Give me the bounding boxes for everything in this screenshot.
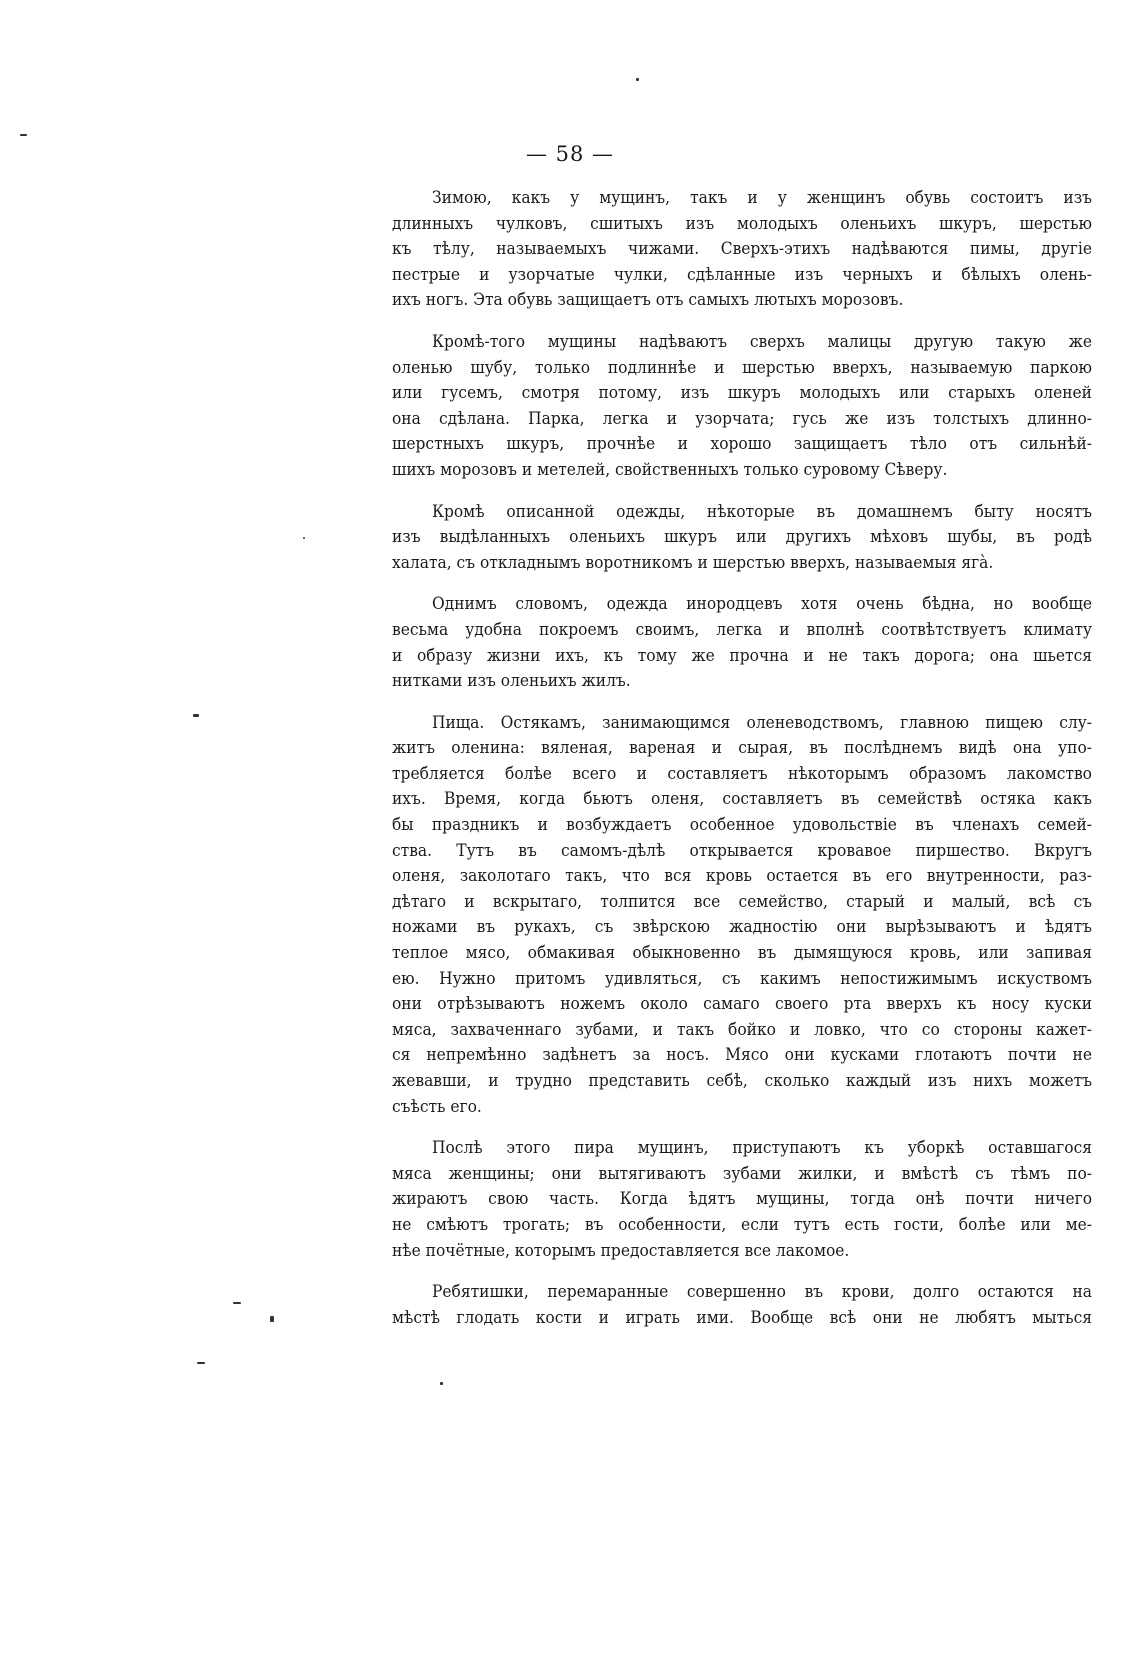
scan-speck	[270, 1316, 274, 1322]
text-line: ихъ. Время, когда бьютъ оленя, составляетъ въ семействѣ остяка какъ	[392, 789, 1092, 810]
paragraph-1	[392, 186, 1092, 314]
scan-speck	[197, 1362, 205, 1364]
text-line: жевавши, и трудно представить себѣ, сколько каждый изъ нихъ можетъ	[392, 1071, 1092, 1091]
paragraph-3	[392, 500, 1092, 577]
paragraph-7	[392, 1280, 1092, 1331]
text-line: Зимою, какъ у мущинъ, такъ и у женщинъ обувь состоитъ изъ	[432, 188, 1092, 208]
paragraph-4	[392, 592, 1092, 694]
text-line: мѣстѣ глодать кости и играть ими. Вообще всѣ они не любятъ мыться	[392, 1307, 1092, 1328]
text-line: ею. Нужно притомъ удивляться, съ какимъ непостижимымъ искуствомъ	[392, 968, 1092, 989]
text-line: Однимъ словомъ, одежда инородцевъ хотя очень бѣдна, но вообще	[432, 594, 1092, 615]
text-line: Пища. Остякамъ, занимающимся оленеводствомъ, главною пищею слу-	[432, 712, 1092, 733]
text-line: нѣе почётные, которымъ предоставляется все лакомое.	[392, 1240, 850, 1261]
text-line: шерстныхъ шкуръ, прочнѣе и хорошо защищаетъ тѣло отъ сильнѣй-	[392, 434, 1092, 455]
text-line: нитками изъ оленьихъ жилъ.	[392, 671, 631, 692]
text-line: требляется болѣе всего и составляетъ нѣкоторымъ образомъ лакомство	[392, 763, 1092, 784]
text-line: или гусемъ, смотря потому, изъ шкуръ молодыхъ или старыхъ оленей	[392, 383, 1092, 404]
text-line: ножами въ рукахъ, съ звѣрскою жадностію они вырѣзываютъ и ѣдятъ	[392, 917, 1092, 938]
scan-speck	[233, 1302, 241, 1304]
paragraph-6	[392, 1136, 1092, 1264]
text-line: бы праздникъ и возбуждаетъ особенное удовольствіе въ членахъ семей-	[392, 815, 1092, 836]
text-line: халата, съ откладнымъ воротникомъ и шерстью вверхъ, называемыя ягà.	[392, 552, 994, 573]
text-line: она сдѣлана. Парка, легка и узорчата; гусь же изъ толстыхъ длинно-	[392, 408, 1092, 429]
text-line: жираютъ свою часть. Когда ѣдятъ мущины, тогда онѣ почти ничего	[392, 1189, 1092, 1210]
text-line: мяса женщины; они вытягиваютъ зубами жилки, и вмѣстѣ съ тѣмъ по-	[392, 1163, 1092, 1184]
text-line: и образу жизни ихъ, къ тому же прочна и не такъ дорога; она шьется	[392, 645, 1092, 666]
text-line: Кромѣ-того мущины надѣваютъ сверхъ малицы другую такую же	[432, 331, 1092, 352]
text-line: пестрые и узорчатые чулки, сдѣланные изъ черныхъ и бѣлыхъ олень-	[392, 264, 1092, 285]
text-line: мяса, захваченнаго зубами, и такъ бойко и ловко, что со стороны кажет-	[392, 1019, 1092, 1040]
text-line: съѣсть его.	[392, 1096, 482, 1117]
text-line: весьма удобна покроемъ своимъ, легка и вполнѣ соотвѣтствуетъ климату	[392, 619, 1092, 640]
text-line: они отрѣзываютъ ножемъ около самаго своего рта вверхъ къ носу куски	[392, 994, 1092, 1015]
text-line: не смѣютъ трогать; въ особенности, если тутъ есть гости, болѣе или ме-	[392, 1214, 1092, 1235]
text-line: Послѣ этого пира мущинъ, приступаютъ къ уборкѣ оставшагося	[432, 1138, 1092, 1159]
text-line: ихъ ногъ. Эта обувь защищаетъ отъ самыхъ лютыхъ морозовъ.	[392, 290, 904, 311]
scan-speck	[20, 134, 27, 136]
scan-speck	[636, 78, 639, 81]
text-line: ства. Тутъ въ самомъ-дѣлѣ открывается кровавое пиршество. Вкругъ	[392, 840, 1092, 861]
page-number: — 58 —	[525, 142, 615, 166]
text-line: ся непремѣнно задѣнетъ за носъ. Мясо они кусками глотаютъ почти не	[392, 1045, 1092, 1066]
text-line: теплое мясо, обмакивая обыкновенно въ дымящуюся кровь, или запивая	[392, 943, 1092, 964]
paragraph-2	[392, 330, 1092, 484]
text-body	[392, 186, 1092, 1347]
text-line: длинныхъ чулковъ, сшитыхъ изъ молодыхъ оленьихъ шкуръ, шерстью	[392, 213, 1092, 234]
text-line: дѣтаго и вскрытаго, толпится все семейство, старый и малый, всѣ съ	[392, 891, 1092, 912]
text-line: оленью шубу, только подлиннѣе и шерстью вверхъ, называемую паркою	[392, 357, 1092, 378]
scan-speck	[303, 537, 305, 539]
text-line: къ тѣлу, называемыхъ чижами. Сверхъ-этихъ надѣваются пимы, другіе	[392, 239, 1092, 260]
text-line: оленя, заколотаго такъ, что вся кровь остается въ его внутренности, раз-	[392, 866, 1092, 887]
text-line: Ребятишки, перемаранные совершенно въ крови, долго остаются на	[432, 1282, 1092, 1303]
text-line: житъ оленина: вяленая, вареная и сырая, въ послѣднемъ видѣ она упо-	[392, 738, 1092, 759]
text-line: Кромѣ описанной одежды, нѣкоторые въ домашнемъ быту носятъ	[432, 501, 1092, 522]
scan-speck	[193, 714, 199, 717]
text-line: шихъ морозовъ и метелей, свойственныхъ только суровому Сѣверу.	[392, 459, 948, 480]
scan-speck	[440, 1382, 443, 1385]
text-line: изъ выдѣланныхъ оленьихъ шкуръ или другихъ мѣховъ шубы, въ родѣ	[392, 527, 1092, 548]
paragraph-5	[392, 711, 1092, 1121]
